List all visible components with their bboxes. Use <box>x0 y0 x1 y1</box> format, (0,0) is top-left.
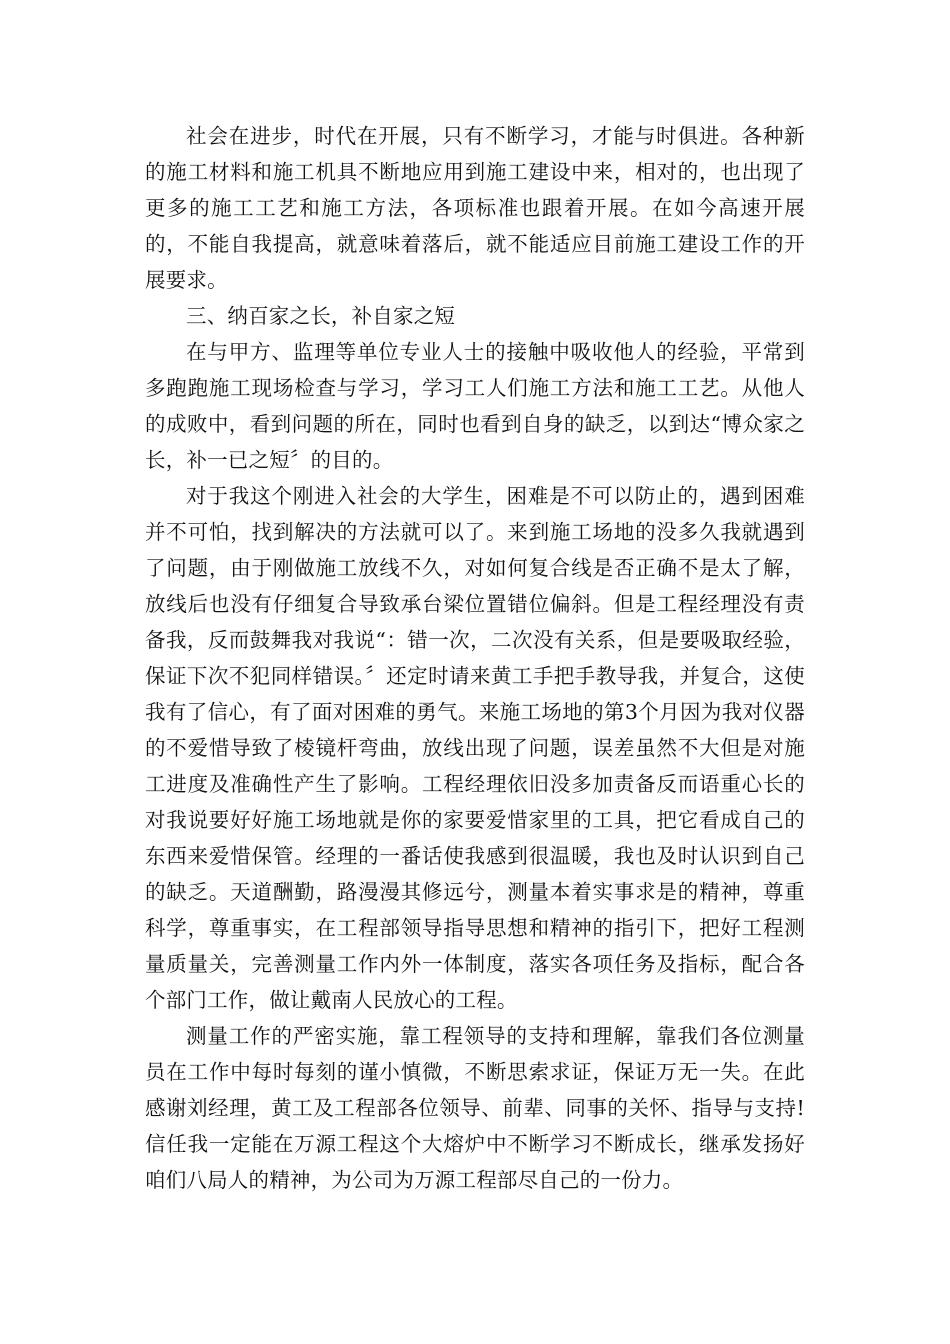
paragraph-difficulties: 对于我这个刚进入社会的大学生，困难是不可以防止的，遇到困难并不可怕，找到解决的方法就可以了。来到施工场地的没多久我就遇到了问题，由于刚做施工放线不久，对如何复合线是否正确不是太了解，放线后也没有仔细复合导致承台梁位置错位偏斜。但是工程经理没有责备我，反而鼓舞我对我说“：错一次，二次没有关系，但是要吸取经验，保证下次不犯同样错误。〞还定时请来黄工手把手教导我，并复合，这使我有了信心，有了面对困难的勇气。来施工场地的第3个月因为我对仪器的不爱惜导致了棱镜杆弯曲，放线出现了问题，误差虽然不大但是对施工进度及准确性产生了影响。工程经理依旧没多加责备反而语重心长的对我说要好好施工场地就是你的家要爱惜家里的工具，把它看成自己的东西来爱惜保管。经理的一番话使我感到很温暖，我也及时认识到自己的缺乏。天道酬勤，路漫漫其修远兮，测量本着实事求是的精神，尊重科学，尊重事实，在工程部领导指导思想和精神的指引下，把好工程测量质量关，完善测量工作内外一体制度，落实各项任务及指标，配合各个部门工作，做让戴南人民放心的工程。 <box>145 484 805 1012</box>
document-body <box>145 118 805 1198</box>
paragraph-thanks: 测量工作的严密实施，靠工程领导的支持和理解，靠我们各位测量员在工作中每时每刻的谨小慎微，不断思索求证，保证万无一失。在此感谢刘经理，黄工及工程部各位领导、前辈、同事的关怀、指导与支持!信任我一定能在万源工程这个大熔炉中不断学习不断成长，继承发扬好咱们八局人的精神，为公司为万源工程部尽自己的一份力。 <box>145 1024 805 1192</box>
section-heading-3: 三、纳百家之长，补自家之短 <box>186 304 456 328</box>
paragraph-learning: 在与甲方、监理等单位专业人士的接触中吸收他人的经验，平常到多跑跑施工现场检查与学习，学习工人们施工方法和施工工艺。从他人的成败中，看到问题的所在，同时也看到自身的缺乏，以到达“博众家之长，补一已之短〞的目的。 <box>145 340 805 472</box>
paragraph-progress: 社会在进步，时代在开展，只有不断学习，才能与时俱进。各种新的施工材料和施工机具不断地应用到施工建设中来，相对的，也出现了更多的施工工艺和施工方法，各项标准也跟着开展。在如今高速开展的，不能自我提高，就意味着落后，就不能适应目前施工建设工作的开展要求。 <box>145 124 805 292</box>
